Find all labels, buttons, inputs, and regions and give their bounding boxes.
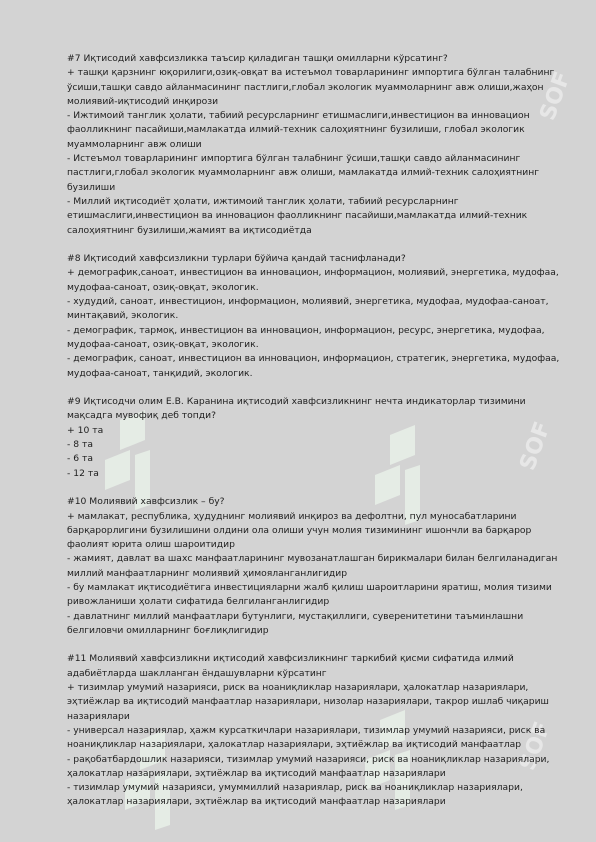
answer-option-correct: + ташқи қарзнинг юқорилиги,озиқ-овқат ва истеъмол товарларининг импортига бўлган талабнинг ўсиши,ташқи савдо айланмасининг пастлиги,глобал экологик муаммоларнинг авж олиши,жаҳон молиявий-иқтисодий инқирози	[67, 67, 555, 107]
answer-option: - 6 та	[67, 453, 93, 465]
answer-option-correct: + мамлакат, республика, ҳудуднинг молиявий инқироз ва дефолтни, пул муносабатларини барқарорлигини бузилишини олдини ола олиши учун молия тизимининг ишончли ва барқарор фаолият юрита олиш шароитидир	[67, 510, 532, 551]
question-title: #9 Иқтисодчи олим Е.В. Каранина иқтисодий хавфсизликнинг нечта индикаторлар тизимини мақсадга мувофиқ деб топди?	[67, 396, 526, 422]
answer-option: - 12 та	[67, 467, 99, 479]
answer-option: - жамият, давлат ва шахс манфаатларининг мувозанатлашган бирикмалари билан белгиланадиган миллий манфаатларнинг молиявий ҳимояланганлигидир	[67, 553, 558, 579]
question-block	[67, 652, 567, 809]
answer-option: - демографик, тармоқ, инвестицион ва инновацион, информацион, ресурс, энергетика, мудофаа, мудофаа-саноат, озиқ-овқат, экологик.	[67, 324, 545, 350]
answer-option-correct: + демографик,саноат, инвестицион ва инновацион, информацион, молиявий, энергетика, мудофаа, мудофаа-саноат, озиқ-овқат, экологик.	[67, 267, 559, 293]
svg-text:SOF: SOF	[515, 418, 556, 474]
answer-option: - демографик, саноат, инвестицион ва инновацион, информацион, стратегик, энергетика, мудофаа, мудофаа-саноат, танқидий, экологик.	[67, 353, 560, 379]
question-title: #11 Молиявий хавфсизликни иқтисодий хавфсизликнинг таркибий қисми сифатида илмий адабиётларда шаклланган ёндашувларни кўрсатинг	[67, 653, 514, 679]
answer-option: - Истеъмол товарларининг импортига бўлган талабнинг ўсиши,ташқи савдо айланмасининг пастлиги,глобал экологик муаммоларнинг авж олиши, мамлакатда илмий-техник салоҳиятнинг бузилиши	[67, 153, 540, 193]
answer-option: - рақобатбардошлик назарияси, тизимлар умумий назарияси, риск ва ноаниқликлар назариялари, ҳалокатлар назариялари, эҳтиёжлар ва иқтисодий манфаатлар назариялари	[67, 753, 550, 779]
answer-option: - Ижтимоий танглик ҳолати, табиий ресурсларнинг етишмаслиги,инвестицион ва инновацион фаолликнинг пасайиши,мамлакатда илмий-техник салоҳиятнинг бузилиши, глобал экологик муаммоларнинг авж олиши	[67, 110, 530, 150]
answer-option: - 8 та	[67, 439, 93, 451]
question-title: #7 Иқтисодий хавфсизликка таъсир қиладиган ташқи омилларни кўрсатинг?	[67, 53, 448, 64]
answer-option: - тизимлар умумий назарияси, умуммиллий назариялар, риск ва ноаниқликлар назариялари, ҳалокатлар назариялари, эҳтиёжлар ва иқтисодий манфаатлар назариялари	[67, 782, 523, 808]
question-title: #8 Иқтисодий хавфсизликни турлари бўйича қандай таснифланади?	[67, 253, 406, 265]
answer-option: - давлатнинг миллий манфаатлари бутунлиги, мустақиллиги, суверенитетини таъминлашни белгиловчи омилларнинг боғлиқлигидир	[67, 610, 524, 636]
answer-option-correct: + тизимлар умумий назарияси, риск ва ноаниқликлар назариялари, ҳалокатлар назариялари, эҳтиёжлар ва иқтисодий манфаатлар назариялари, низолар назариялари, такрор ишлаб чиқариш назариялари	[67, 682, 549, 722]
svg-text:SOF: SOF	[515, 718, 556, 774]
question-title: #10 Молиявий хавфсизлик – бу?	[67, 496, 225, 508]
answer-option: - бу мамлакат иқтисодиётига инвестицияларни жалб қилиш шароитларини яратиш, молия тизими ривожланиши ҳолати сифатида белгиланганлигидир	[67, 581, 552, 608]
answer-option-correct: + 10 та	[67, 424, 104, 436]
questions-list	[67, 52, 567, 824]
question-block	[67, 395, 567, 481]
svg-text:SOF: SOF	[535, 68, 576, 124]
question-block	[67, 495, 567, 638]
answer-option: - универсал назариялар, ҳажм курсаткичлари назариялари, тизимлар умумий назарияси, риск ва ноаниқликлар назариялари, ҳалокатлар назариялари, эҳтиёжлар ва иқтисодий манфаатлар	[67, 724, 546, 751]
answer-option: - Миллий иқтисодиёт ҳолати, ижтимоий танглик ҳолати, табиий ресурсларнинг етишмаслиги,инвестицион ва инновацион фаолликнинг пасайиши,мамлакатда илмий-техник салоҳиятнинг бузилиши,жамият ва иқтисодиётда	[67, 195, 528, 236]
question-block	[67, 52, 567, 238]
question-block	[67, 252, 567, 381]
answer-option: - худудий, саноат, инвестицион, информацион, молиявий, энергетика, мудофаа, мудофаа-саноат, минтақавий, экологик.	[67, 296, 549, 322]
